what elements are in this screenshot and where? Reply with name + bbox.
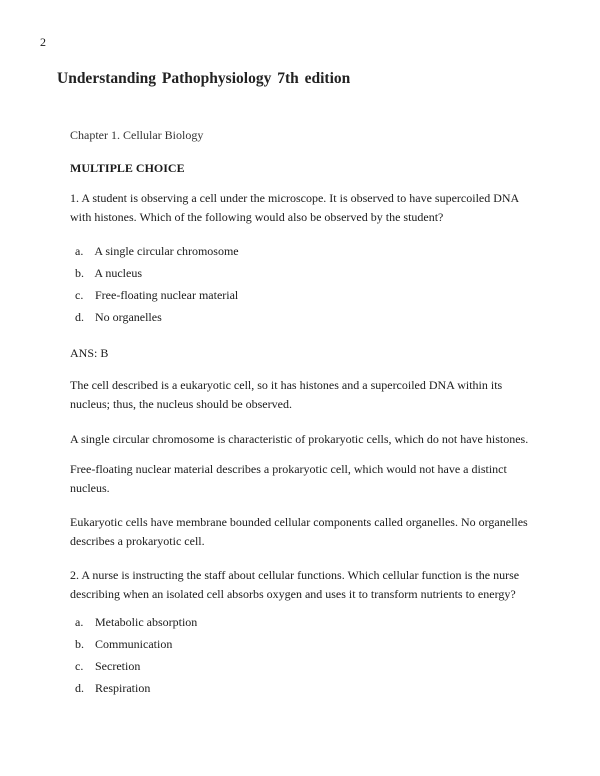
rationale-3: Free-floating nuclear material describes a prokaryotic cell, which would not have a distinct nucleus. bbox=[70, 462, 507, 495]
question-1-answer: ANS: B bbox=[70, 346, 109, 360]
rationale-1: The cell described is a eukaryotic cell, so it has histones and a supercoiled DNA within its nucleus; thus, the nucleus should be observed. bbox=[70, 378, 503, 411]
question-1-option-a bbox=[75, 244, 239, 259]
option-letter: c. bbox=[75, 659, 84, 673]
option-letter: a. bbox=[75, 615, 84, 629]
option-text: Secretion bbox=[95, 659, 141, 673]
option-text: Free-floating nuclear material bbox=[95, 288, 239, 302]
question-2-option-b bbox=[75, 637, 172, 652]
question-1-stem: 1. A student is observing a cell under the microscope. It is observed to have supercoiled DNA with histones. Which of the following would also be observed by the student? bbox=[70, 191, 519, 224]
option-letter: c. bbox=[75, 288, 84, 302]
option-letter: b. bbox=[75, 637, 84, 651]
page-number: 2 bbox=[40, 35, 46, 49]
option-letter: d. bbox=[75, 681, 84, 695]
question-1-option-d bbox=[75, 310, 162, 325]
option-text: A single circular chromosome bbox=[94, 244, 239, 258]
section-heading: MULTIPLE CHOICE bbox=[70, 161, 185, 175]
rationale-4: Eukaryotic cells have membrane bounded cellular components called organelles. No organelles describes a prokaryotic cell. bbox=[70, 515, 528, 548]
question-2-option-c bbox=[75, 659, 140, 674]
question-1-option-b bbox=[75, 266, 142, 281]
option-text: A nucleus bbox=[94, 266, 143, 280]
document-title: Understanding Pathophysiology 7th edition bbox=[57, 70, 351, 87]
option-letter: a. bbox=[75, 244, 84, 258]
option-text: Respiration bbox=[95, 681, 151, 695]
chapter-heading: Chapter 1. Cellular Biology bbox=[70, 128, 204, 142]
option-letter: b. bbox=[75, 266, 84, 280]
question-2-option-d bbox=[75, 681, 150, 696]
option-letter: d. bbox=[75, 310, 84, 324]
question-1-option-c bbox=[75, 288, 238, 303]
option-text: No organelles bbox=[95, 310, 162, 324]
rationale-2: A single circular chromosome is characteristic of prokaryotic cells, which do not have histones. bbox=[70, 432, 529, 446]
question-2-stem: 2. A nurse is instructing the staff about cellular functions. Which cellular function is the nurse describing when an isolated cell absorbs oxygen and uses it to transform nutrients to energy? bbox=[70, 568, 520, 601]
question-2-option-a bbox=[75, 615, 197, 630]
option-text: Communication bbox=[95, 637, 173, 651]
option-text: Metabolic absorption bbox=[95, 615, 198, 629]
